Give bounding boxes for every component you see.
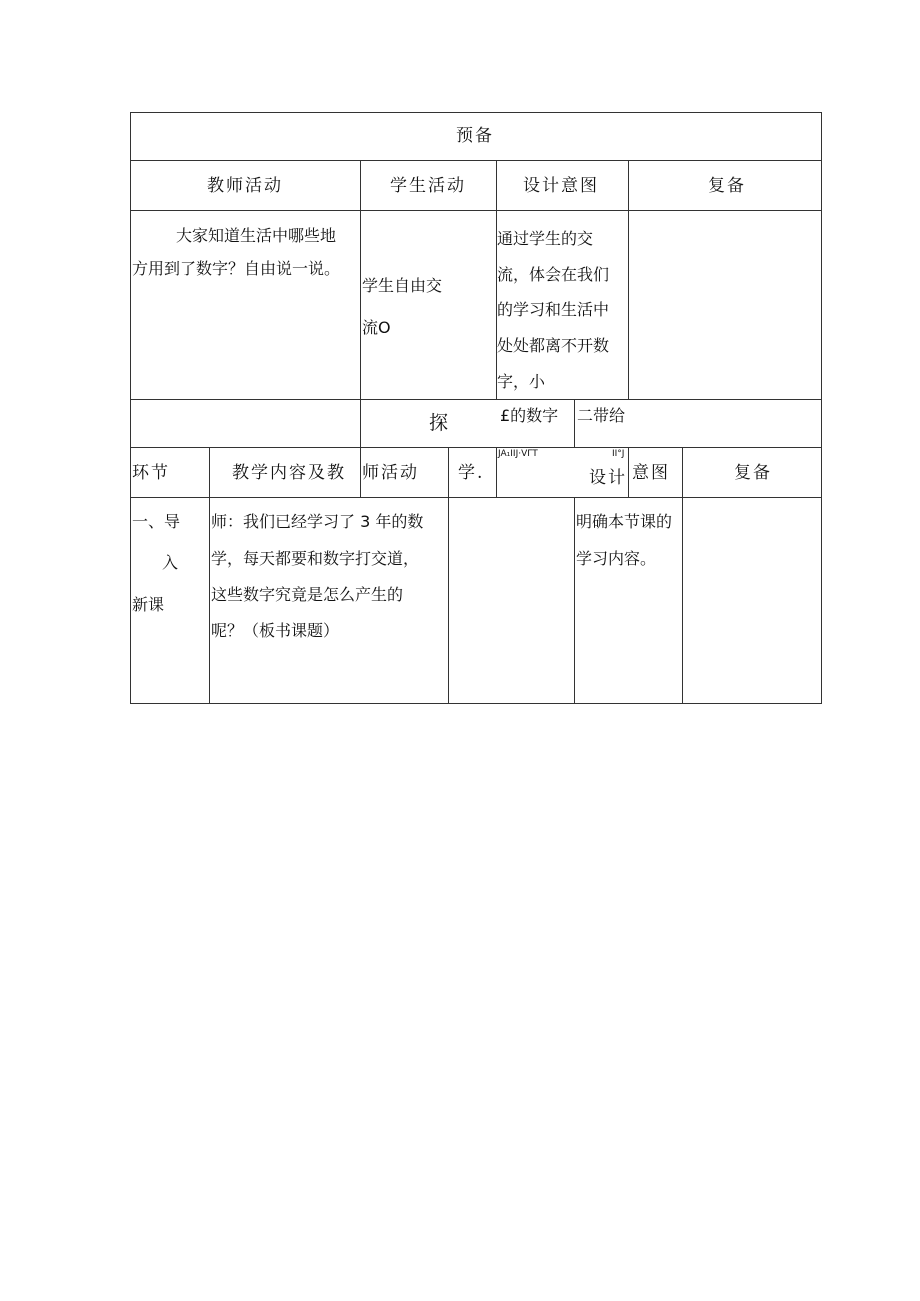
column-divider bbox=[209, 447, 210, 704]
header-teacher-activity-tail: 师活动 bbox=[362, 463, 419, 483]
column-divider bbox=[628, 160, 629, 399]
column-divider bbox=[574, 399, 575, 447]
design-text-line: 通过学生的交 bbox=[497, 229, 594, 248]
fragment-text: 二带给 bbox=[577, 406, 626, 425]
header-review: 复备 bbox=[708, 176, 746, 196]
header-design-intent: 设计意图 bbox=[523, 176, 599, 196]
column-divider bbox=[496, 447, 497, 497]
row-divider bbox=[130, 399, 822, 400]
teacher-text-line: 大家知道生活中哪些地 bbox=[176, 226, 337, 245]
student-text-line: 流O bbox=[362, 318, 391, 337]
stage-text-line: 一、导 bbox=[132, 512, 181, 531]
teacher-text-line: 方用到了数字？自由说一说。 bbox=[132, 259, 341, 278]
column-divider bbox=[682, 447, 683, 704]
garbled-text: JA₁IIJ·VΓT bbox=[498, 449, 538, 459]
header-content: 教学内容及教 bbox=[232, 463, 346, 483]
column-divider bbox=[360, 160, 361, 448]
design-text-line: 的学习和生活中 bbox=[497, 300, 610, 319]
design-text-line: 处处都离不开数 bbox=[497, 336, 610, 355]
content-text-line: 学，每天都要和数字打交道， bbox=[211, 549, 420, 568]
explore-label: 探 bbox=[429, 412, 451, 434]
header-intent: 意图 bbox=[632, 463, 670, 483]
stage-text-line: 新课 bbox=[132, 595, 165, 614]
fragment-text: £的数字 bbox=[500, 406, 559, 425]
table-border-right bbox=[821, 112, 822, 704]
row-divider bbox=[130, 447, 822, 448]
table-border-bottom bbox=[130, 703, 822, 704]
row-divider bbox=[130, 210, 822, 211]
column-divider bbox=[628, 447, 629, 497]
column-divider bbox=[360, 447, 361, 497]
header-student: 学. bbox=[458, 463, 485, 483]
table-border-left bbox=[130, 112, 131, 704]
row-divider bbox=[130, 160, 822, 161]
column-divider bbox=[448, 447, 449, 704]
design-text-line: 明确本节课的 bbox=[576, 512, 673, 531]
row-divider bbox=[130, 497, 822, 498]
header-design: 设计 bbox=[589, 468, 627, 488]
content-text-line: 师：我们已经学习了 3 年的数 bbox=[211, 512, 424, 531]
header-stage: 环节 bbox=[132, 463, 170, 483]
design-text-line: 学习内容。 bbox=[576, 549, 657, 568]
content-text-line: 呢？（板书课题） bbox=[211, 621, 340, 640]
garbled-text: II°J bbox=[612, 449, 625, 459]
section-title: 预备 bbox=[456, 126, 494, 146]
design-text-line: 字，小 bbox=[497, 372, 546, 391]
column-divider bbox=[574, 497, 575, 704]
stage-text-line: 入 bbox=[162, 553, 179, 572]
content-text-line: 这些数字究竟是怎么产生的 bbox=[211, 585, 404, 604]
header-review-2: 复备 bbox=[734, 463, 772, 483]
table-border-top bbox=[130, 112, 822, 113]
header-student-activity: 学生活动 bbox=[390, 176, 466, 196]
header-teacher-activity: 教师活动 bbox=[207, 176, 283, 196]
student-text-line: 学生自由交 bbox=[362, 276, 443, 295]
design-text-line: 流，体会在我们 bbox=[497, 265, 610, 284]
